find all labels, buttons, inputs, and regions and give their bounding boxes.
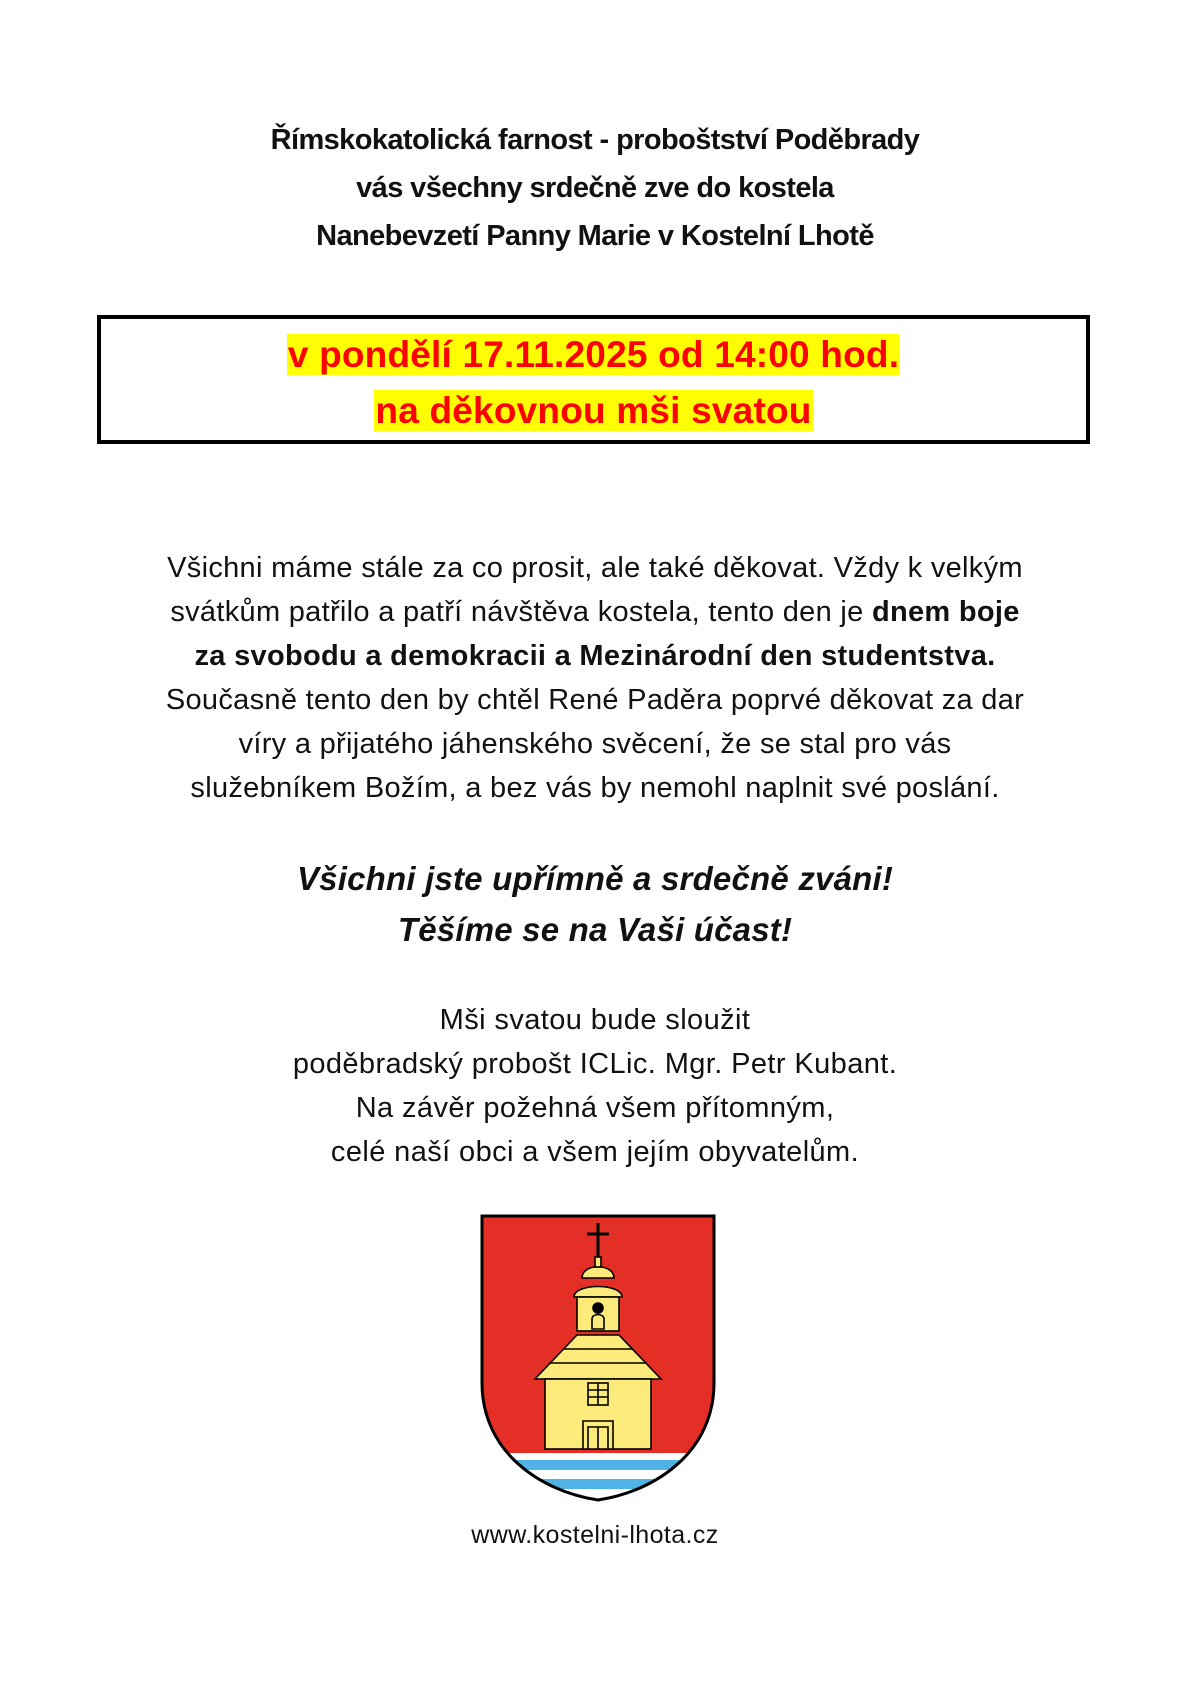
- event-purpose: na děkovnou mši svatou: [375, 390, 812, 431]
- service-line: poděbradský probošt ICLic. Mgr. Petr Kubant.: [292, 1048, 898, 1080]
- body-line: Všichni máme stále za co prosit, ale také děkovat. Vždy k velkým: [167, 552, 1023, 584]
- service-info: [0, 998, 1190, 1174]
- body-line: Současně tento den by chtěl René Paděra poprvé děkovat za dar: [165, 684, 1025, 716]
- wave-stripe: [479, 1479, 717, 1489]
- invitation-line: Všichni jste upřímně a srdečně zváni!: [296, 860, 894, 897]
- body-paragraph: [0, 546, 1190, 810]
- service-line: Mši svatou bude sloužit: [439, 1004, 751, 1036]
- service-line: Na závěr požehná všem přítomným,: [355, 1092, 835, 1124]
- service-line: celé naší obci a všem jejím obyvatelům.: [330, 1136, 860, 1168]
- body-line: služebníkem Božím, a bez vás by nemohl naplnit své poslání.: [190, 772, 1000, 804]
- body-line: víry a přijatého jáhenského svěcení, že se stal pro vás: [238, 728, 952, 760]
- header-church: Nanebevzetí Panny Marie v Kostelní Lhotě: [316, 220, 874, 252]
- body-line-bold: dnem boje: [871, 596, 1020, 628]
- event-date: v pondělí 17.11.2025 od 14:00 hod.: [287, 334, 900, 375]
- body-line: [0, 590, 1190, 634]
- body-line-bold: za svobodu a demokracii a Mezinárodní den studentstva.: [194, 640, 996, 672]
- invitation-text: [0, 853, 1190, 955]
- header-parish: Římskokatolická farnost - proboštství Poděbrady: [270, 124, 920, 156]
- invitation-line: Těšíme se na Vaši účast!: [397, 911, 793, 948]
- body-line-text: svátkům patřilo a patří návštěva kostela, tento den je: [170, 596, 872, 628]
- website-link[interactable]: www.kostelni-lhota.cz: [471, 1521, 719, 1549]
- header: [0, 116, 1190, 260]
- event-date-box: [97, 315, 1090, 444]
- coat-of-arms-church-icon: [479, 1213, 717, 1503]
- header-invite: vás všechny srdečně zve do kostela: [356, 172, 834, 204]
